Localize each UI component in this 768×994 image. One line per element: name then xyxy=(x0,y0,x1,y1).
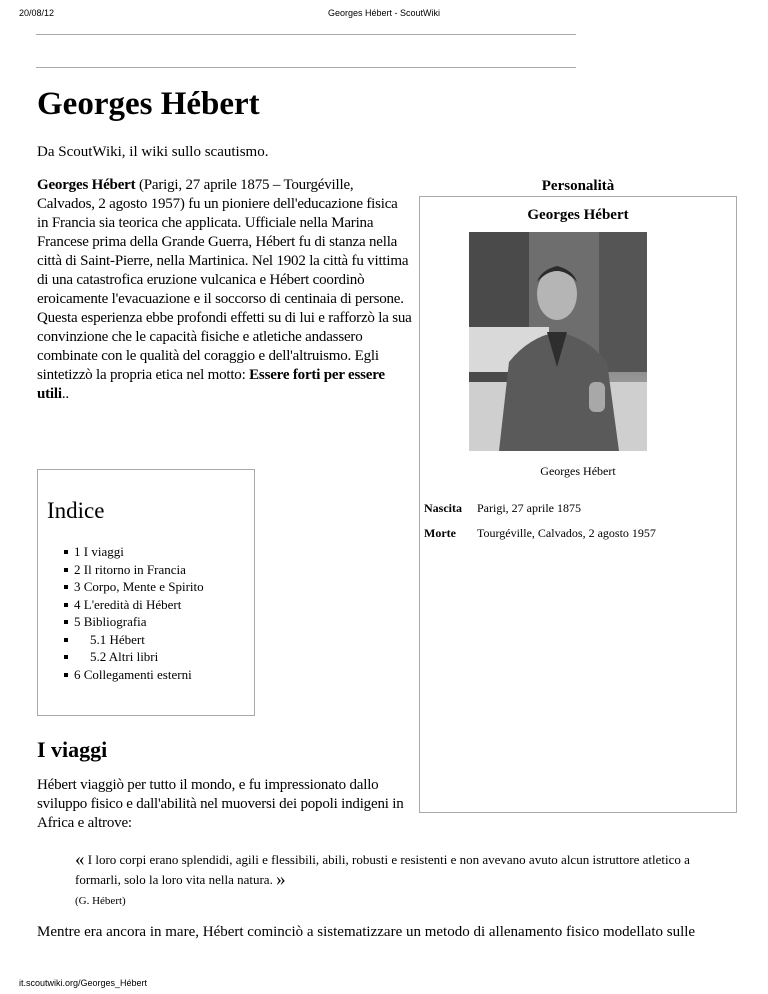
intro-paragraph xyxy=(37,176,412,404)
print-page-title: Georges Hébert - ScoutWiki xyxy=(327,8,441,18)
infobox-label: Morte xyxy=(424,526,456,540)
intro-name: Georges Hébert xyxy=(37,177,136,193)
motto-link[interactable]: Essere forti per essere utili xyxy=(37,367,385,402)
divider xyxy=(36,67,576,68)
print-footer-url: it.scoutwiki.org/Georges_Hébert xyxy=(19,978,148,988)
page-title: Georges Hébert xyxy=(37,86,260,122)
section-heading-viaggi: I viaggi xyxy=(37,737,108,762)
table-of-contents xyxy=(37,469,255,716)
section-paragraph: Hébert viaggiò per tutto il mondo, e fu impressionato dallo sviluppo fisico e dall'abilità nel muoversi dei popoli indigeni in Africa e altrove: xyxy=(37,777,404,831)
toc-item-altri-libri[interactable]: 5.2 Altri libri xyxy=(64,648,204,666)
intro-text: (Parigi, 27 aprile 1875 – Tourgéville, Calvados, 2 agosto 1957) fu un pioniere dell'educazione fisica in Francia sia teorica che applicata. Ufficiale nella Marina Francese prima della Grande Guerra, Hébert fu di stanza nella città di Saint-Pierre, nella Martinica. Nel 1902 la città fu vittima di una catastrofica eruzione vulcanica e Hébert coordinò eroicamente l'evacuazione e il soccorso di centinaia di persone. Questa esperienza ebbe profondi effetti su di lui e rafforzò la sua convinzione che le capacità fisiche e atletiche andassero combinate con le qualità del coraggio e dell'altruismo. Egli sintetizzò la propria etica nel motto: xyxy=(37,177,412,383)
toc-item-bibliografia[interactable]: 5 Bibliografia xyxy=(64,613,204,631)
infobox-value[interactable]: Parigi, 27 aprile 1875 xyxy=(477,501,581,515)
portrait-photo-svg xyxy=(469,232,647,451)
infobox-row-death xyxy=(424,525,656,541)
infobox-value[interactable]: Tourgéville, Calvados, 2 agosto 1957 xyxy=(477,526,656,540)
blockquote xyxy=(75,850,715,890)
toc-item-viaggi[interactable]: 1 I viaggi xyxy=(64,543,204,561)
toc-item-collegamenti[interactable]: 6 Collegamenti esterni xyxy=(64,666,204,684)
toc-item-hebert[interactable]: 5.1 Hébert xyxy=(64,631,204,649)
print-date: 20/08/12 xyxy=(19,8,55,18)
portrait-photo[interactable] xyxy=(469,232,647,451)
toc-item-ritorno[interactable]: 2 Il ritorno in Francia xyxy=(64,561,204,579)
trailing-paragraph: Mentre era ancora in mare, Hébert cominciò a sistematizzare un metodo di allenamento fisico modellato sulle xyxy=(37,924,696,940)
toc-title: Indice xyxy=(47,498,105,523)
quote-close-mark: » xyxy=(276,869,286,890)
infobox-caption: Personalità xyxy=(541,178,615,194)
intro-text-end: .. xyxy=(61,386,69,402)
infobox-row-birth xyxy=(424,500,581,516)
toc-item-corpo[interactable]: 3 Corpo, Mente e Spirito xyxy=(64,578,204,596)
quote-text: I loro corpi erano splendidi, agili e flessibili, abili, robusti e resistenti e non avevano avuto alcun istruttore atletico a formarli, solo la loro vita nella natura. xyxy=(75,852,690,887)
site-tagline: Da ScoutWiki, il wiki sullo scautismo. xyxy=(37,144,269,160)
quote-source: (G. Hébert) xyxy=(75,895,126,907)
toc-item-eredita[interactable]: 4 L'eredità di Hébert xyxy=(64,596,204,614)
print-header xyxy=(0,0,768,20)
infobox-name: Georges Hébert xyxy=(527,207,629,223)
infobox-label: Nascita xyxy=(424,501,462,515)
toc-list xyxy=(64,543,204,683)
infobox-image-caption: Georges Hébert xyxy=(540,464,616,478)
divider xyxy=(36,34,576,35)
quote-open-mark: « xyxy=(75,849,85,870)
infobox xyxy=(419,196,737,813)
